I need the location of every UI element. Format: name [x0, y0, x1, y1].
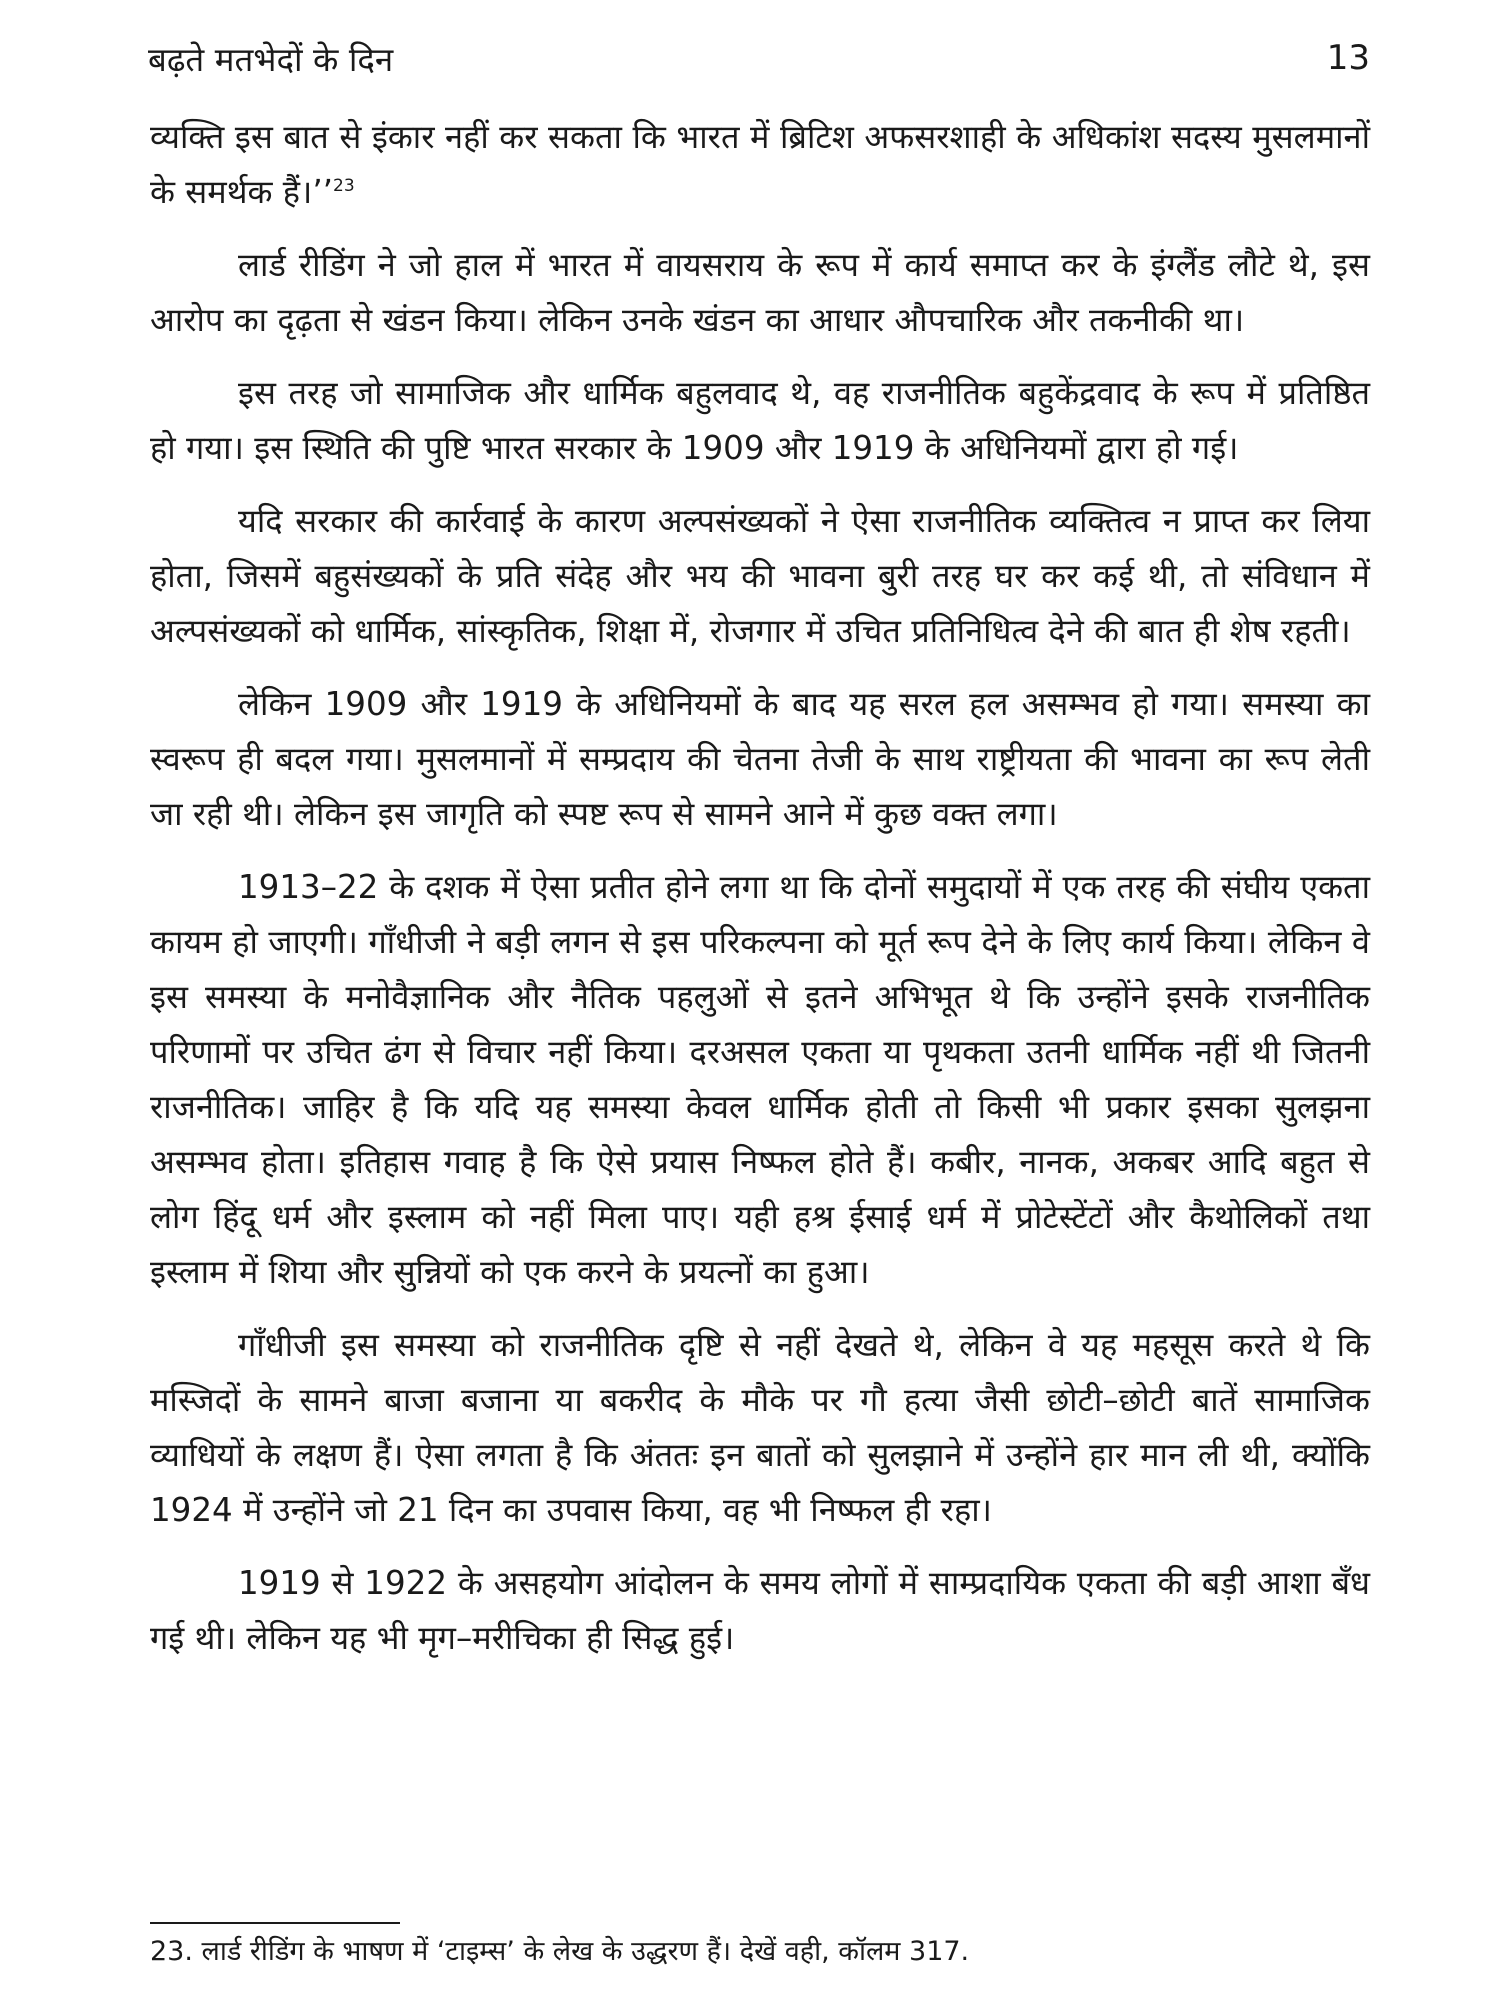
- running-title: बढ़ते मतभेदों के दिन: [148, 40, 394, 79]
- paragraph: लार्ड रीडिंग ने जो हाल में भारत में वायसराय के रूप में कार्य समाप्त कर के इंग्लैंड लौटे थे, इस आरोप का दृढ़ता से खंडन किया। लेकिन उनके खंडन का आधार औपचारिक और तकनीकी था।: [150, 246, 1370, 339]
- paragraph-text: व्यक्ति इस बात से इंकार नहीं कर सकता कि भारत में ब्रिटिश अफसरशाही के अधिकांश सदस्य मुसलमानों के समर्थक हैं।’’: [150, 118, 1370, 211]
- footnote-divider: [150, 1922, 400, 1924]
- paragraph-continuation: [150, 110, 1370, 220]
- paragraph: लेकिन 1909 और 1919 के अधिनियमों के बाद यह सरल हल असम्भव हो गया। समस्या का स्वरूप ही बदल गया। मुसलमानों में सम्प्रदाय की चेतना तेजी के साथ राष्ट्रीयता की भावना का रूप लेती जा रही थी। लेकिन इस जागृति को स्पष्ट रूप से सामने आने में कुछ वक्त लगा।: [150, 685, 1370, 833]
- footnote: 23. लार्ड रीडिंग के भाषण में ‘टाइम्स’ के लेख के उद्धरण हैं। देखें वही, कॉलम 317.: [150, 1936, 970, 1967]
- body-text: [150, 110, 1370, 1684]
- footnote-reference: 23: [333, 176, 355, 197]
- page-number: 13: [1326, 38, 1370, 78]
- paragraph: इस तरह जो सामाजिक और धार्मिक बहुलवाद थे, वह राजनीतिक बहुकेंद्रवाद के रूप में प्रतिष्ठित हो गया। इस स्थिति की पुष्टि भारत सरकार के 1909 और 1919 के अधिनियमों द्वारा हो गई।: [150, 374, 1370, 467]
- paragraph: 1913–22 के दशक में ऐसा प्रतीत होने लगा था कि दोनों समुदायों में एक तरह की संघीय एकता कायम हो जाएगी। गाँधीजी ने बड़ी लगन से इस परिकल्पना को मूर्त रूप देने के लिए कार्य किया। लेकिन वे इस समस्या के मनोवैज्ञानिक और नैतिक पहलुओं से इतने अभिभूत थे कि उन्होंने इसके राजनीतिक परिणामों पर उचित ढंग से विचार नहीं किया। दरअसल एकता या पृथकता उतनी धार्मिक नहीं थी जितनी राजनीतिक। जाहिर है कि यदि यह समस्या केवल धार्मिक होती तो किसी भी प्रकार इसका सुलझना असम्भव होता। इतिहास गवाह है कि ऐसे प्रयास निष्फल होते हैं। कबीर, नानक, अकबर आदि बहुत से लोग हिंदू धर्म और इस्लाम को नहीं मिला पाए। यही हश्र ईसाई धर्म में प्रोटेस्टेंटों और कैथोलिकों तथा इस्लाम में शिया और सुन्नियों को एक करने के प्रयत्नों का हुआ।: [150, 868, 1370, 1291]
- paragraph: गाँधीजी इस समस्या को राजनीतिक दृष्टि से नहीं देखते थे, लेकिन वे यह महसूस करते थे कि मस्जिदों के सामने बाजा बजाना या बकरीद के मौके पर गौ हत्या जैसी छोटी–छोटी बातें सामाजिक व्याधियों के लक्षण हैं। ऐसा लगता है कि अंततः इन बातों को सुलझाने में उन्होंने हार मान ली थी, क्योंकि 1924 में उन्होंने जो 21 दिन का उपवास किया, वह भी निष्फल ही रहा।: [150, 1326, 1370, 1529]
- paragraph: 1919 से 1922 के असहयोग आंदोलन के समय लोगों में साम्प्रदायिक एकता की बड़ी आशा बँध गई थी। लेकिन यह भी मृग–मरीचिका ही सिद्ध हुई।: [150, 1564, 1370, 1657]
- paragraph: यदि सरकार की कार्रवाई के कारण अल्पसंख्यकों ने ऐसा राजनीतिक व्यक्तित्व न प्राप्त कर लिया होता, जिसमें बहुसंख्यकों के प्रति संदेह और भय की भावना बुरी तरह घर कर कई थी, तो संविधान में अल्पसंख्यकों को धार्मिक, सांस्कृतिक, शिक्षा में, रोजगार में उचित प्रतिनिधित्व देने की बात ही शेष रहती।: [150, 502, 1370, 650]
